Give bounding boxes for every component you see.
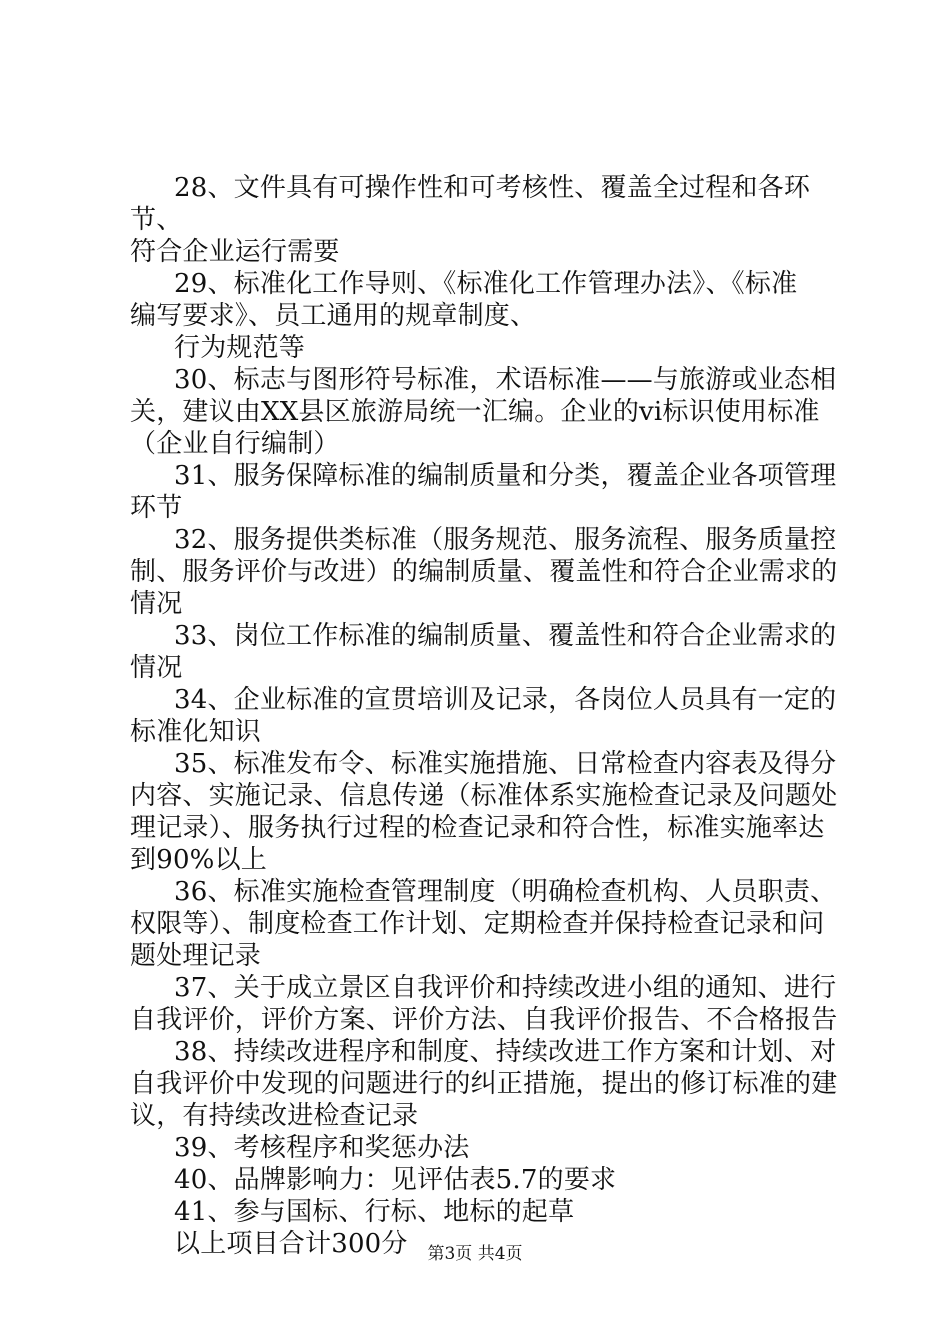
- document-body: [130, 172, 840, 1260]
- paragraph-line: 31、服务保障标准的编制质量和分类，覆盖企业各项管理: [174, 461, 837, 491]
- paragraph-29-cont: [130, 332, 840, 364]
- paragraph-30: [130, 364, 840, 460]
- paragraph-41: [130, 1196, 840, 1228]
- paragraph-28: [130, 172, 840, 268]
- paragraph-line: 题处理记录: [130, 941, 262, 971]
- paragraph-line: 符合企业运行需要: [130, 237, 340, 267]
- paragraph-line: 38、持续改进程序和制度、持续改进工作方案和计划、对: [174, 1037, 837, 1067]
- paragraph-line: 29、标准化工作导则、《标准化工作管理办法》、《标准: [174, 269, 798, 299]
- paragraph-32: [130, 524, 840, 620]
- paragraph-line: 以上项目合计300分: [174, 1229, 408, 1259]
- paragraph-line: 35、标准发布令、标准实施措施、日常检查内容表及得分: [174, 749, 837, 779]
- paragraph-35: [130, 748, 840, 876]
- paragraph-33: [130, 620, 840, 684]
- paragraph-line: 30、标志与图形符号标准，术语标准——与旅游或业态相: [174, 365, 837, 395]
- paragraph-line: 39、考核程序和奖惩办法: [174, 1133, 470, 1163]
- paragraph-36: [130, 876, 840, 972]
- paragraph-line: 自我评价，评价方案、评价方法、自我评价报告、不合格报告: [130, 1005, 838, 1035]
- paragraph-line: 编写要求》、员工通用的规章制度、: [130, 301, 537, 331]
- paragraph-line: 34、企业标准的宣贯培训及记录，各岗位人员具有一定的: [174, 685, 837, 715]
- paragraph-34: [130, 684, 840, 748]
- page-number-footer: 第3页 共4页: [427, 1244, 523, 1264]
- paragraph-line: 情况: [130, 589, 183, 619]
- paragraph-39: [130, 1132, 840, 1164]
- paragraph-line: 行为规范等: [174, 333, 306, 363]
- paragraph-line: 28、文件具有可操作性和可考核性、覆盖全过程和各环节、: [130, 173, 811, 235]
- paragraph-line: 36、标准实施检查管理制度（明确检查机构、人员职责、: [174, 877, 837, 907]
- paragraph-31: [130, 460, 840, 524]
- paragraph-line: 权限等）、制度检查工作计划、定期检查并保持检查记录和问: [130, 909, 825, 939]
- paragraph-line: （企业自行编制）: [130, 429, 340, 459]
- paragraph-line: 议，有持续改进检查记录: [130, 1101, 419, 1131]
- paragraph-line: 到90%以上: [130, 845, 267, 875]
- paragraph-line: 41、参与国标、行标、地标的起草: [174, 1197, 575, 1227]
- paragraph-37: [130, 972, 840, 1036]
- paragraph-line: 环节: [130, 493, 183, 523]
- paragraph-29: [130, 268, 840, 332]
- paragraph-line: 理记录）、服务执行过程的检查记录和符合性，标准实施率达: [130, 813, 825, 843]
- paragraph-line: 标准化知识: [130, 717, 262, 747]
- paragraph-line: 关，建议由XX县区旅游局统一汇编。企业的vi标识使用标准: [130, 397, 820, 427]
- paragraph-line: 33、岗位工作标准的编制质量、覆盖性和符合企业需求的: [174, 621, 837, 651]
- paragraph-line: 制、服务评价与改进）的编制质量、覆盖性和符合企业需求的: [130, 557, 838, 587]
- paragraph-line: 自我评价中发现的问题进行的纠正措施，提出的修订标准的建: [130, 1069, 838, 1099]
- paragraph-line: 40、品牌影响力：见评估表5.7的要求: [174, 1165, 617, 1195]
- paragraph-40: [130, 1164, 840, 1196]
- paragraph-line: 情况: [130, 653, 183, 683]
- paragraph-line: 37、关于成立景区自我评价和持续改进小组的通知、进行: [174, 973, 837, 1003]
- paragraph-line: 内容、实施记录、信息传递（标准体系实施检查记录及问题处: [130, 781, 838, 811]
- paragraph-38: [130, 1036, 840, 1132]
- paragraph-line: 32、服务提供类标准（服务规范、服务流程、服务质量控: [174, 525, 837, 555]
